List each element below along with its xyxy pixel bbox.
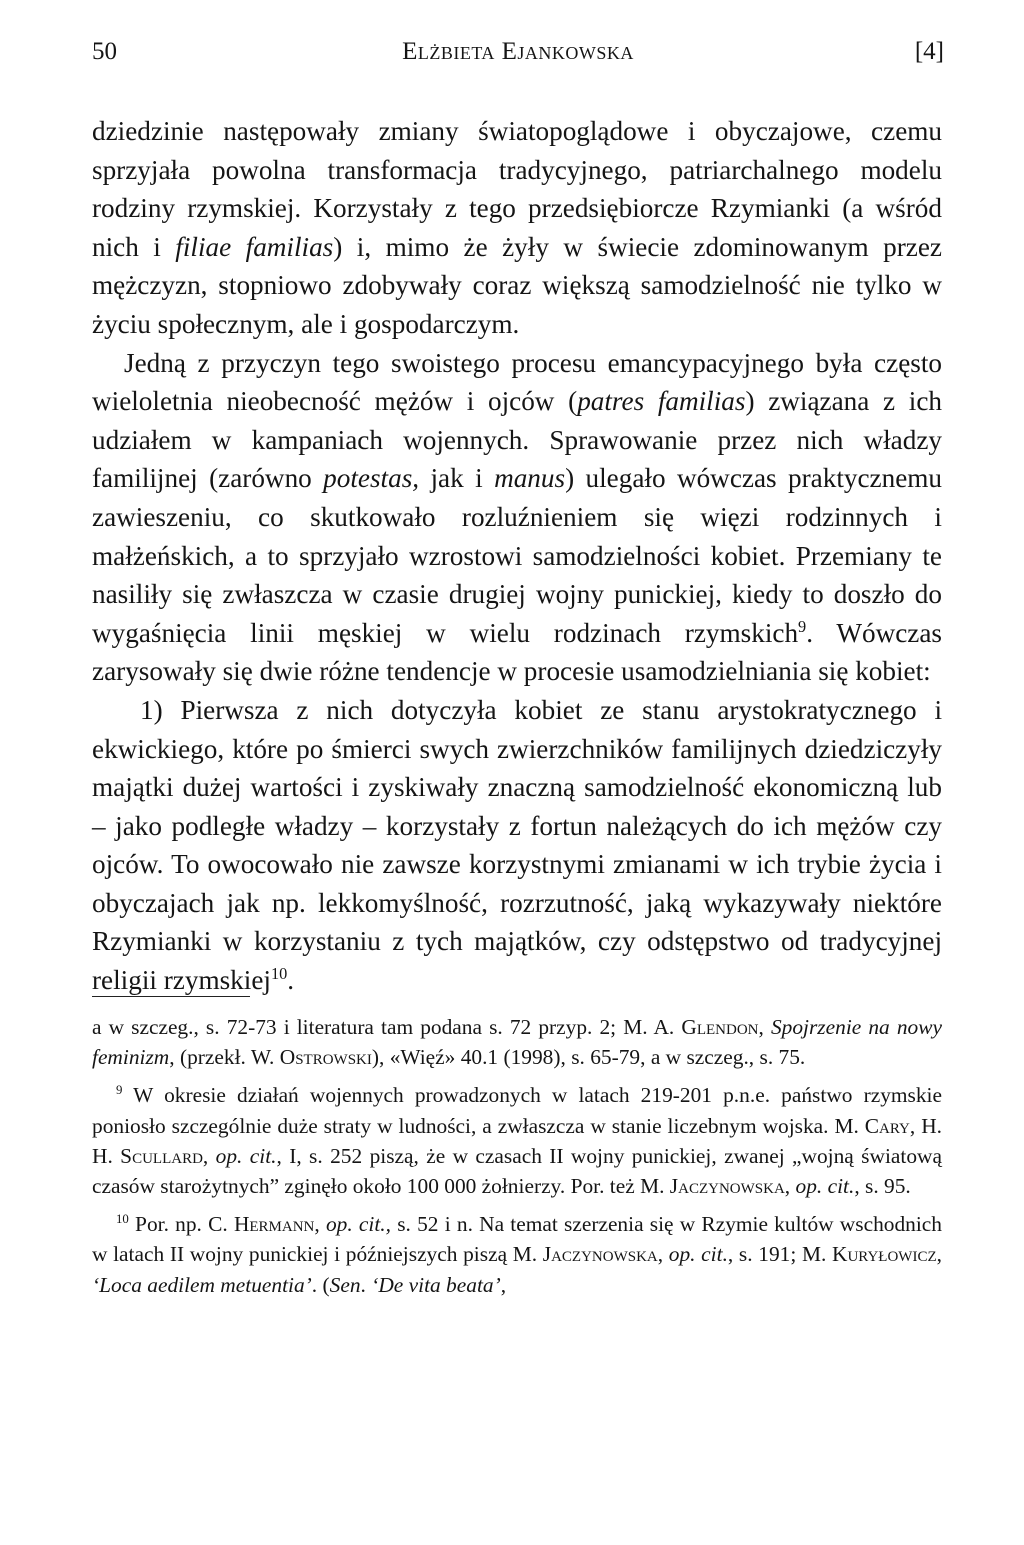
footnotes — [92, 1012, 942, 1308]
text-run: , — [758, 1015, 771, 1039]
author-name: Kuryłowicz — [832, 1242, 937, 1267]
footnote-10 — [92, 1209, 942, 1300]
work-title: Sen — [329, 1272, 361, 1297]
latin-term: potestas, — [323, 463, 420, 494]
footnote-number: 10 — [116, 1212, 129, 1227]
text-run: ), «Więź» 40.1 (1998), s. 65-79, a w szczeg., s. 75. — [371, 1045, 806, 1070]
text-run: , — [500, 1272, 507, 1297]
page-number: 50 — [92, 38, 117, 65]
latin-term: manus — [494, 463, 566, 494]
text-run: , — [202, 1143, 216, 1168]
author-name: Ostrowski — [279, 1045, 372, 1070]
text-run: , H. H. — [92, 1113, 942, 1168]
text-run: W okresie działań wojennych prowadzonych w latach 219-201 p.n.e. państwo rzymskie poniosło szczególnie duże straty w ludności, a zwłaszcza w stanie liczebnym wojska. M. — [92, 1083, 942, 1138]
main-text — [92, 112, 942, 1000]
footnote-ref-10[interactable]: 10 — [270, 964, 288, 983]
text-run: a w szczeg., s. 72-73 i literatura tam podana s. 72 przyp. 2; M. A. — [92, 1015, 682, 1039]
latin-term: patres familias — [577, 386, 746, 417]
paragraph-3 — [92, 691, 942, 1000]
author-name: Jaczynowska — [669, 1174, 785, 1199]
paragraph-1 — [92, 112, 942, 344]
text-run: Por. np. C. — [128, 1212, 234, 1237]
citation-abbrev: op. cit. — [795, 1174, 855, 1199]
work-title: Spojrzenie na nowy feminizm — [92, 1015, 942, 1070]
running-head-author: Elżbieta Ejankowska — [402, 38, 634, 65]
text-run: , (przekł. W. — [169, 1045, 280, 1070]
citation-abbrev: op. cit. — [668, 1242, 728, 1267]
author-name: Scullard — [120, 1143, 203, 1168]
author-name: Jaczynowska — [542, 1242, 658, 1267]
text-run: ) związana z ich udziałem w kampaniach wojennych. Sprawowanie przez nich władzy familijnej (zarówno — [92, 386, 942, 494]
text-run: . Wówczas zarysowały się dwie różne tendencje w procesie usamodzielniania się kobiet: — [92, 617, 942, 687]
text-run: Jedną z przyczyn tego swoistego procesu emancypacyjnego była często wieloletnia nieobecność mężów i ojców ( — [92, 347, 942, 417]
text-run: ) ulegało wówczas praktycznemu zawieszeniu, co skutkowało rozluźnieniem się więzi rodzinnych i małżeńskich, a to sprzyjało wzrostowi samodzielności kobiet. Przemiany te nasiliły się zwłaszcza w czasie drugiej wojny punickiej, kiedy to doszło do wygaśnięcia linii męskiej w wielu rodzinach rzymskich — [92, 463, 942, 648]
footnote-number: 9 — [116, 1083, 123, 1098]
footnote-separator — [92, 996, 250, 997]
text-run: , — [314, 1212, 326, 1237]
footnote-ref-9[interactable]: 9 — [798, 616, 807, 636]
text-run: , — [936, 1242, 942, 1267]
text-run: . ( — [311, 1272, 330, 1297]
text-run: . — [287, 965, 295, 996]
author-name: Cary — [864, 1113, 910, 1138]
text-run: , — [784, 1174, 796, 1199]
section-marker: [4] — [914, 38, 944, 65]
author-name: Glendon — [681, 1015, 759, 1039]
work-title: ‘Loca aedilem metuentia’ — [92, 1272, 312, 1297]
text-run: , — [657, 1242, 669, 1267]
text-run: jak i — [419, 463, 495, 494]
paragraph-2 — [92, 344, 942, 691]
text-run: s. 52 i n. Na temat szerzenia się w Rzymie kultów wschodnich w latach II wojny punickiej i późniejszych piszą M. — [92, 1212, 942, 1267]
text-run: ) i, mimo że żyły w świecie zdominowanym przez mężczyzn, stopniowo zdobywały coraz większą samodzielność nie tylko w życiu społecznym, ale i gospodarczym. — [92, 231, 942, 339]
citation-abbrev: op. cit., — [325, 1212, 391, 1237]
latin-term: filiae familias — [175, 231, 334, 262]
citation-abbrev: op. cit. — [215, 1143, 277, 1168]
running-header — [92, 34, 944, 70]
footnote-continuation — [92, 1012, 942, 1072]
text-run: . — [360, 1272, 372, 1297]
text-run: , s. 95. — [854, 1174, 911, 1199]
text-run: , s. 191; M. — [727, 1242, 833, 1267]
text-run: 1) Pierwsza z nich dotyczyła kobiet ze stanu arystokratycznego i ekwickiego, które po śmierci swych zwierzchników familijnych dziedziczyły majątki dużej wartości i zyskiwały znaczną samodzielność ekonomiczną lub – jako podległe władzy – korzystały z fortun należących do ich mężów czy ojców. To owocowało nie zawsze korzystnymi zmianami w ich trybie życia i obyczajach jak np. lekkomyślność, rozrzutność, jaką wykazywały niektóre Rzymianki w korzystaniu z tych majątków, czy odstępstwo od tradycyjnej religii rzymskiej — [92, 694, 942, 996]
text-run: dziedzinie następowały zmiany światopoglądowe i obyczajowe, czemu sprzyjała powolna transformacja tradycyjnego, patriarchalnego modelu rodziny rzymskiej. Korzystały z tego przedsiębiorcze Rzymianki (a wśród nich i — [92, 116, 942, 262]
text-run: , I, s. 252 piszą, że w czasach II wojny punickiej, zwanej „wojną światową czasów starożytnych” zginęło około 100 000 żołnierzy. Por. też M. — [92, 1143, 942, 1199]
author-name: Hermann — [233, 1212, 315, 1237]
work-title: ‘De vita beata’ — [371, 1272, 501, 1297]
footnote-9 — [92, 1080, 942, 1201]
